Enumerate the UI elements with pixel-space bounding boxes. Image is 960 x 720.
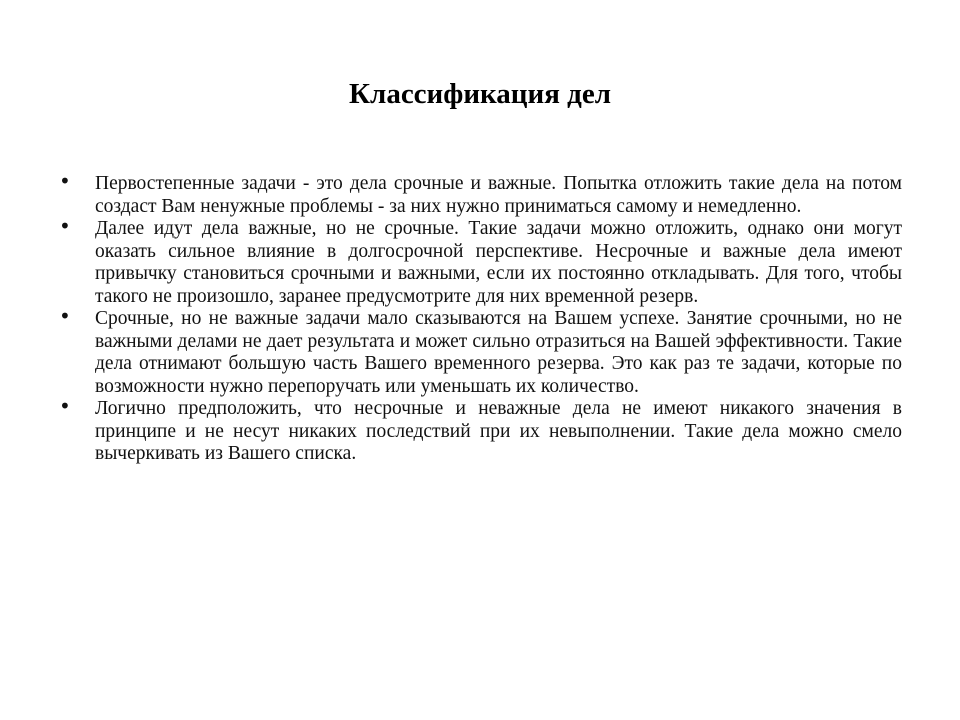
bullet-item-2 bbox=[58, 214, 902, 308]
bullet-item-1 bbox=[58, 169, 902, 218]
bullet-item-4 bbox=[58, 394, 902, 466]
bullet-dot-icon: • bbox=[59, 169, 71, 193]
bullet-text: Срочные, но не важные задачи мало сказываются на Вашем успехе. Занятие срочными, но не важными делами не дает результата и может сильно отразиться на Вашей эффективности. Такие дела отнимают большую часть Вашего временного резерва. Это как раз те задачи, которые по возможности нужно перепоручать или уменьшать их количество. bbox=[95, 308, 902, 397]
bullet-text: Первостепенные задачи - это дела срочные и важные. Попытка отложить такие дела на потом создаст Вам ненужные проблемы - за них нужно приниматься самому и немедленно. bbox=[95, 173, 902, 217]
bullet-item-3 bbox=[58, 304, 902, 398]
bullet-dot-icon: • bbox=[59, 214, 71, 238]
bullet-text: Далее идут дела важные, но не срочные. Такие задачи можно отложить, однако они могут оказать сильное влияние в долгосрочной перспективе. Несрочные и важные дела имеют привычку становиться срочными и важными, если их постоянно откладывать. Для того, чтобы такого не произошло, заранее предусмотрите для них временной резерв. bbox=[95, 218, 902, 307]
slide-title: Классификация дел bbox=[349, 78, 611, 110]
bullet-list bbox=[58, 169, 902, 466]
bullet-dot-icon: • bbox=[59, 304, 71, 328]
bullet-text: Логично предположить, что несрочные и неважные дела не имеют никакого значения в принципе и не несут никаких последствий при их невыполнении. Такие дела можно смело вычеркивать из Вашего списка. bbox=[95, 398, 902, 464]
bullet-dot-icon: • bbox=[59, 394, 71, 418]
